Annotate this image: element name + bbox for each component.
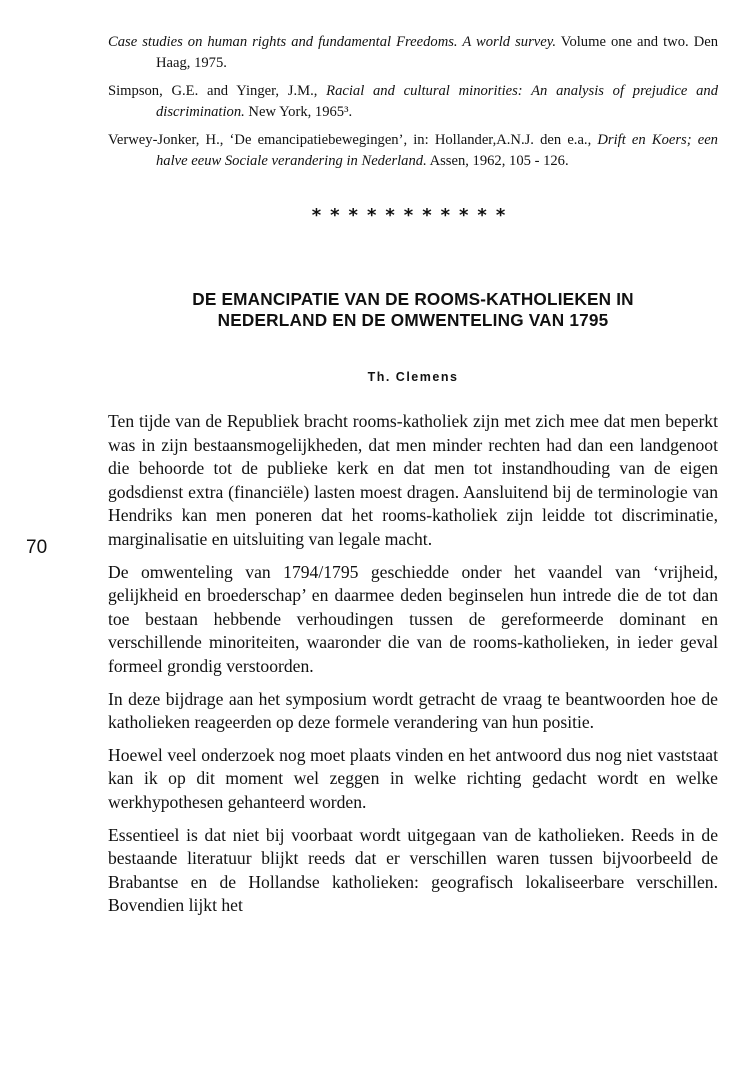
reference-italic-title: Drift en Koers; een halve eeuw Sociale verandering in Nederland. [156, 132, 718, 169]
body-paragraph: Ten tijde van de Republiek bracht rooms-katholiek zijn met zich mee dat men beperkt was in zijn bestaansmogelijkheden, dat men minder rechten had dan een landgenoot die behoorde tot de publieke kerk en dat men tot instandhouding van de eigen godsdienst extra (financiële) lasten moest dragen. Aansluitend bij de terminologie van Hendriks kan men poneren dat het rooms-katholiek zijn leidde tot discriminatie, marginalisatie en uitsluiting van legale macht. [108, 411, 718, 549]
reference-text: Assen, 1962, 105 - 126. [426, 153, 569, 169]
reference-text: New York, 1965³. [244, 104, 353, 120]
reference-entry [108, 130, 718, 172]
reference-italic-title: Case studies on human rights and fundamental Freedoms. A world survey. [108, 34, 557, 50]
body-paragraph: Hoewel veel onderzoek nog moet plaats vinden en het antwoord dus nog niet vaststaat kan ik op dit moment wel zeggen in welke richting gedacht wordt en welke werkhypothesen gehanteerd worden. [108, 744, 718, 812]
page-number: 70 [26, 537, 48, 558]
body-paragraph: De omwenteling van 1794/1795 geschiedde onder het vaandel van ‘vrijheid, gelijkheid en broederschap’ en daarmee deden beginselen hun intrede die de tot dan toe bestaan hebbende verhoudingen tussen de gereformeerde dominant en verschillende minoriteiten, waaronder die van de rooms-katholieken, in ieder geval formeel grondig verstoorden. [108, 561, 718, 676]
reference-text: Verwey-Jonker, H., ‘De emancipatiebewegingen’, in: Hollander,A.N.J. den e.a., [108, 132, 598, 148]
article-body [108, 410, 718, 927]
article-author: Th. Clemens [367, 370, 459, 384]
article-title-line: DE EMANCIPATIE VAN DE ROOMS-KATHOLIEKEN IN [192, 289, 634, 309]
reference-list [108, 32, 718, 179]
article-title-line: NEDERLAND EN DE OMWENTELING VAN 1795 [217, 310, 609, 330]
reference-text: Simpson, G.E. and Yinger, J.M., [108, 83, 327, 99]
reference-text: Volume one and two. Den Haag, 1975. [156, 34, 719, 71]
reference-entry [108, 81, 718, 123]
reference-italic-title: Racial and cultural minorities: An analysis of prejudice and discrimination. [156, 83, 718, 120]
section-separator: *********** [311, 205, 515, 226]
body-paragraph: Essentieel is dat niet bij voorbaat wordt uitgegaan van de katholieken. Reeds in de bestaande literatuur blijkt reeds dat er verschillen waren tussen bijvoorbeeld de Brabantse en de Hollandse katholieken: geografisch lokaliseerbare verschillen. Bovendien lijkt het [108, 824, 718, 916]
body-paragraph: In deze bijdrage aan het symposium wordt getracht de vraag te beantwoorden hoe de katholieken reageerden op deze formele verandering van hun positie. [108, 688, 718, 733]
article-title [108, 289, 718, 331]
reference-entry [108, 32, 718, 74]
